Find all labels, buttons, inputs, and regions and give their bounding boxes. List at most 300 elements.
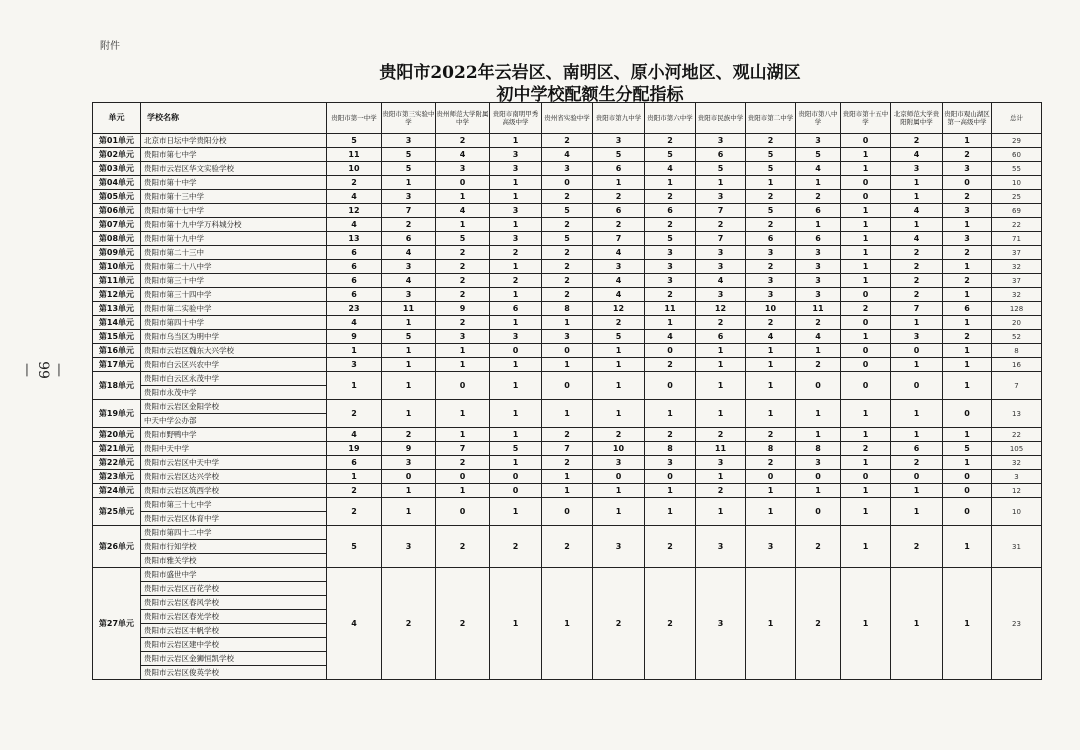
quota-cell: 0 [436, 470, 490, 484]
quota-cell: 0 [943, 176, 992, 190]
quota-cell: 1 [542, 484, 593, 498]
quota-cell: 1 [841, 204, 891, 218]
table-row [93, 176, 1042, 190]
quota-cell: 7 [696, 204, 746, 218]
quota-cell: 19 [327, 442, 382, 456]
quota-cell: 4 [645, 330, 696, 344]
quota-cell: 3 [593, 134, 645, 148]
quota-cell: 2 [746, 260, 796, 274]
header-unit: 单元 [93, 103, 141, 134]
school-name-cell: 贵阳市第七中学 [141, 148, 327, 162]
quota-cell: 2 [891, 246, 943, 260]
quota-cell: 5 [796, 148, 841, 162]
quota-cell: 1 [436, 400, 490, 428]
quota-cell: 8 [542, 302, 593, 316]
quota-cell: 1 [943, 568, 992, 680]
quota-cell: 4 [696, 274, 746, 288]
quota-cell: 0 [841, 134, 891, 148]
quota-cell: 1 [891, 400, 943, 428]
quota-cell: 2 [891, 526, 943, 568]
quota-cell: 1 [645, 498, 696, 526]
quota-cell: 11 [696, 442, 746, 456]
quota-cell: 1 [746, 498, 796, 526]
quota-cell: 3 [490, 330, 542, 344]
quota-cell: 8 [746, 442, 796, 456]
header-col: 贵阳市第三实验中学 [382, 103, 436, 134]
quota-cell: 2 [382, 568, 436, 680]
quota-cell: 8 [796, 442, 841, 456]
quota-cell: 2 [746, 316, 796, 330]
quota-cell: 1 [891, 428, 943, 442]
school-name-cell: 贵阳市第三十中学 [141, 274, 327, 288]
quota-cell: 1 [490, 316, 542, 330]
quota-cell: 3 [696, 190, 746, 204]
total-cell: 32 [992, 260, 1042, 274]
quota-cell: 5 [593, 330, 645, 344]
quota-cell: 7 [891, 302, 943, 316]
quota-cell: 1 [696, 344, 746, 358]
quota-cell: 0 [841, 190, 891, 204]
quota-cell: 2 [645, 428, 696, 442]
quota-cell: 6 [327, 456, 382, 470]
quota-cell: 1 [841, 498, 891, 526]
unit-cell: 第12单元 [93, 288, 141, 302]
table-row [93, 316, 1042, 330]
total-cell: 60 [992, 148, 1042, 162]
total-cell: 22 [992, 218, 1042, 232]
quota-cell: 0 [645, 372, 696, 400]
quota-cell: 1 [891, 190, 943, 204]
quota-cell: 1 [542, 470, 593, 484]
unit-cell: 第07单元 [93, 218, 141, 232]
table-row [93, 260, 1042, 274]
table-row [93, 148, 1042, 162]
unit-cell: 第15单元 [93, 330, 141, 344]
quota-cell: 2 [593, 190, 645, 204]
unit-cell: 第20单元 [93, 428, 141, 442]
quota-cell: 1 [696, 498, 746, 526]
quota-cell: 2 [593, 218, 645, 232]
quota-cell: 2 [891, 274, 943, 288]
quota-cell: 2 [645, 568, 696, 680]
quota-cell: 3 [593, 456, 645, 470]
quota-cell: 3 [696, 456, 746, 470]
quota-cell: 0 [746, 470, 796, 484]
quota-cell: 2 [327, 484, 382, 498]
table-row [93, 568, 1042, 582]
quota-cell: 1 [746, 358, 796, 372]
quota-cell: 4 [593, 274, 645, 288]
quota-cell: 0 [841, 470, 891, 484]
quota-cell: 3 [796, 288, 841, 302]
quota-cell: 0 [542, 372, 593, 400]
quota-cell: 1 [841, 218, 891, 232]
quota-cell: 4 [436, 148, 490, 162]
quota-cell: 1 [891, 218, 943, 232]
school-name-cell: 贵阳市第三十四中学 [141, 288, 327, 302]
quota-cell: 6 [696, 330, 746, 344]
quota-cell: 3 [746, 274, 796, 288]
school-name-cell: 贵阳市云岩区俊英学校 [141, 666, 327, 680]
quota-cell: 1 [645, 176, 696, 190]
quota-cell: 5 [327, 134, 382, 148]
school-name-cell: 贵阳市云岩区百花学校 [141, 582, 327, 596]
quota-cell: 1 [943, 344, 992, 358]
table-row [93, 246, 1042, 260]
quota-cell: 2 [943, 274, 992, 288]
quota-cell: 1 [796, 484, 841, 498]
quota-cell: 1 [382, 484, 436, 498]
quota-cell: 2 [746, 218, 796, 232]
quota-cell: 1 [746, 400, 796, 428]
unit-cell: 第11单元 [93, 274, 141, 288]
quota-cell: 1 [696, 358, 746, 372]
quota-cell: 13 [327, 232, 382, 246]
header-col: 贵阳市南明甲秀高级中学 [490, 103, 542, 134]
school-name-cell: 贵阳市第二十三中 [141, 246, 327, 260]
total-cell: 16 [992, 358, 1042, 372]
quota-cell: 6 [593, 204, 645, 218]
school-name-cell: 贵阳市第二十八中学 [141, 260, 327, 274]
quota-cell: 0 [796, 470, 841, 484]
unit-cell: 第23单元 [93, 470, 141, 484]
quota-cell: 2 [593, 428, 645, 442]
quota-cell: 2 [542, 288, 593, 302]
quota-cell: 3 [645, 260, 696, 274]
quota-cell: 3 [645, 274, 696, 288]
unit-cell: 第02单元 [93, 148, 141, 162]
quota-cell: 1 [593, 358, 645, 372]
quota-cell: 1 [796, 344, 841, 358]
school-name-cell: 贵阳中天中学 [141, 442, 327, 456]
quota-cell: 1 [593, 400, 645, 428]
quota-cell: 6 [796, 204, 841, 218]
quota-cell: 2 [436, 316, 490, 330]
quota-cell: 1 [696, 176, 746, 190]
quota-cell: 5 [746, 162, 796, 176]
quota-cell: 6 [696, 148, 746, 162]
quota-cell: 3 [645, 246, 696, 260]
school-name-cell: 贵阳市盛世中学 [141, 568, 327, 582]
quota-cell: 1 [943, 288, 992, 302]
document-title: 贵阳市2022年云岩区、南明区、原小河地区、观山湖区 [379, 63, 801, 83]
quota-cell: 1 [841, 148, 891, 162]
quota-cell: 3 [593, 260, 645, 274]
table-header-row [93, 103, 1042, 134]
quota-cell: 2 [796, 316, 841, 330]
unit-cell: 第26单元 [93, 526, 141, 568]
quota-cell: 2 [490, 526, 542, 568]
total-cell: 8 [992, 344, 1042, 358]
quota-cell: 1 [841, 246, 891, 260]
table-row [93, 428, 1042, 442]
quota-cell: 1 [796, 428, 841, 442]
quota-cell: 2 [436, 260, 490, 274]
header-col: 北京师范大学贵阳附属中学 [891, 103, 943, 134]
quota-cell: 3 [696, 260, 746, 274]
table-row [93, 442, 1042, 456]
school-name-cell: 贵阳市云岩区魏东大兴学校 [141, 344, 327, 358]
school-name-cell: 贵阳市第三十七中学 [141, 498, 327, 512]
quota-cell: 1 [891, 358, 943, 372]
quota-cell: 2 [696, 316, 746, 330]
quota-cell: 4 [891, 204, 943, 218]
quota-cell: 10 [593, 442, 645, 456]
quota-cell: 1 [490, 288, 542, 302]
quota-cell: 1 [490, 568, 542, 680]
header-col: 贵阳市第六中学 [645, 103, 696, 134]
quota-cell: 1 [382, 316, 436, 330]
quota-cell: 1 [891, 568, 943, 680]
quota-cell: 1 [943, 134, 992, 148]
quota-cell: 7 [696, 232, 746, 246]
quota-cell: 11 [327, 148, 382, 162]
quota-cell: 2 [436, 456, 490, 470]
quota-cell: 3 [542, 330, 593, 344]
school-name-cell: 贵阳市第十七中学 [141, 204, 327, 218]
school-name-cell: 贵阳市云岩区丰帆学校 [141, 624, 327, 638]
quota-cell: 2 [542, 190, 593, 204]
quota-cell: 1 [382, 358, 436, 372]
school-name-cell: 贵阳市云岩区金狮恒凯学校 [141, 652, 327, 666]
total-cell: 52 [992, 330, 1042, 344]
quota-cell: 2 [327, 498, 382, 526]
quota-cell: 10 [327, 162, 382, 176]
unit-cell: 第08单元 [93, 232, 141, 246]
quota-cell: 2 [841, 302, 891, 316]
quota-cell: 5 [382, 162, 436, 176]
quota-cell: 1 [490, 134, 542, 148]
quota-cell: 1 [542, 568, 593, 680]
quota-cell: 1 [382, 498, 436, 526]
quota-cell: 3 [796, 134, 841, 148]
school-name-cell: 贵阳市第十九中学万科城分校 [141, 218, 327, 232]
quota-cell: 2 [891, 260, 943, 274]
school-name-cell: 贵阳市第十中学 [141, 176, 327, 190]
quota-cell: 2 [796, 526, 841, 568]
quota-cell: 2 [796, 358, 841, 372]
total-cell: 128 [992, 302, 1042, 316]
quota-cell: 2 [436, 568, 490, 680]
quota-cell: 6 [796, 232, 841, 246]
quota-cell: 2 [327, 400, 382, 428]
quota-cell: 3 [382, 288, 436, 302]
quota-cell: 5 [746, 204, 796, 218]
unit-cell: 第21单元 [93, 442, 141, 456]
quota-cell: 1 [382, 176, 436, 190]
total-cell: 71 [992, 232, 1042, 246]
quota-cell: 5 [593, 148, 645, 162]
quota-cell: 0 [943, 400, 992, 428]
quota-cell: 2 [542, 456, 593, 470]
quota-cell: 2 [436, 526, 490, 568]
quota-cell: 3 [943, 162, 992, 176]
quota-cell: 0 [490, 344, 542, 358]
quota-cell: 3 [796, 260, 841, 274]
quota-cell: 3 [746, 288, 796, 302]
quota-cell: 1 [796, 218, 841, 232]
quota-cell: 2 [943, 246, 992, 260]
quota-cell: 1 [943, 218, 992, 232]
quota-cell: 6 [327, 246, 382, 260]
quota-cell: 0 [490, 484, 542, 498]
quota-cell: 6 [382, 232, 436, 246]
school-name-cell: 贵阳市云岩区建中学校 [141, 638, 327, 652]
unit-cell: 第19单元 [93, 400, 141, 428]
quota-cell: 5 [327, 526, 382, 568]
quota-cell: 2 [796, 568, 841, 680]
quota-cell: 7 [382, 204, 436, 218]
quota-cell: 0 [841, 372, 891, 400]
quota-cell: 1 [891, 316, 943, 330]
quota-cell: 5 [436, 232, 490, 246]
quota-cell: 4 [593, 288, 645, 302]
quota-cell: 0 [436, 498, 490, 526]
quota-cell: 12 [593, 302, 645, 316]
quota-cell: 0 [593, 470, 645, 484]
quota-cell: 0 [382, 470, 436, 484]
quota-cell: 0 [943, 470, 992, 484]
total-cell: 29 [992, 134, 1042, 148]
quota-cell: 0 [542, 498, 593, 526]
unit-cell: 第10单元 [93, 260, 141, 274]
quota-cell: 2 [436, 134, 490, 148]
quota-cell: 5 [382, 148, 436, 162]
quota-cell: 1 [746, 372, 796, 400]
quota-cell: 1 [490, 456, 542, 470]
quota-cell: 8 [645, 442, 696, 456]
quota-cell: 4 [327, 428, 382, 442]
unit-cell: 第22单元 [93, 456, 141, 470]
quota-cell: 0 [841, 316, 891, 330]
quota-cell: 3 [696, 288, 746, 302]
quota-cell: 1 [841, 428, 891, 442]
school-name-cell: 贵阳市行知学校 [141, 540, 327, 554]
quota-cell: 7 [593, 232, 645, 246]
quota-cell: 4 [327, 218, 382, 232]
quota-cell: 3 [891, 330, 943, 344]
quota-cell: 4 [327, 568, 382, 680]
quota-cell: 0 [943, 498, 992, 526]
quota-cell: 1 [645, 484, 696, 498]
quota-cell: 2 [891, 288, 943, 302]
unit-cell: 第05单元 [93, 190, 141, 204]
unit-cell: 第06单元 [93, 204, 141, 218]
total-cell: 31 [992, 526, 1042, 568]
quota-cell: 23 [327, 302, 382, 316]
quota-cell: 1 [490, 498, 542, 526]
quota-cell: 3 [943, 204, 992, 218]
total-cell: 12 [992, 484, 1042, 498]
table-row [93, 526, 1042, 540]
school-name-cell: 贵阳市雅关学校 [141, 554, 327, 568]
total-cell: 10 [992, 498, 1042, 526]
quota-cell: 0 [891, 470, 943, 484]
quota-cell: 9 [436, 302, 490, 316]
quota-cell: 2 [841, 442, 891, 456]
table-row [93, 162, 1042, 176]
quota-cell: 4 [327, 190, 382, 204]
quota-cell: 4 [542, 148, 593, 162]
quota-cell: 1 [490, 358, 542, 372]
school-name-cell: 贵阳市第二实验中学 [141, 302, 327, 316]
school-name-cell: 贵阳市云岩区达兴学校 [141, 470, 327, 484]
quota-cell: 1 [891, 176, 943, 190]
quota-cell: 3 [891, 162, 943, 176]
quota-cell: 1 [943, 372, 992, 400]
quota-cell: 2 [542, 134, 593, 148]
quota-cell: 6 [593, 162, 645, 176]
quota-cell: 2 [746, 456, 796, 470]
quota-cell: 3 [746, 526, 796, 568]
quota-cell: 2 [490, 274, 542, 288]
total-cell: 69 [992, 204, 1042, 218]
header-col: 贵阳市观山湖区第一高级中学 [943, 103, 992, 134]
table-row [93, 204, 1042, 218]
header-col: 总计 [992, 103, 1042, 134]
table-row [93, 456, 1042, 470]
quota-cell: 0 [891, 372, 943, 400]
total-cell: 55 [992, 162, 1042, 176]
quota-cell: 1 [490, 176, 542, 190]
quota-cell: 2 [696, 484, 746, 498]
quota-cell: 4 [645, 162, 696, 176]
quota-cell: 0 [490, 470, 542, 484]
quota-cell: 1 [796, 176, 841, 190]
quota-cell: 2 [645, 526, 696, 568]
school-name-cell: 贵阳市第四十中学 [141, 316, 327, 330]
quota-cell: 4 [796, 162, 841, 176]
quota-cell: 0 [436, 176, 490, 190]
quota-cell: 5 [542, 232, 593, 246]
quota-cell: 1 [645, 316, 696, 330]
quota-cell: 6 [645, 204, 696, 218]
quota-cell: 1 [436, 358, 490, 372]
quota-cell: 7 [436, 442, 490, 456]
quota-cell: 4 [593, 246, 645, 260]
header-col: 贵阳市第二中学 [746, 103, 796, 134]
table-row [93, 470, 1042, 484]
quota-cell: 0 [542, 176, 593, 190]
quota-cell: 6 [327, 260, 382, 274]
quota-cell: 12 [327, 204, 382, 218]
quota-cell: 3 [436, 330, 490, 344]
quota-cell: 3 [490, 232, 542, 246]
quota-cell: 1 [841, 456, 891, 470]
quota-cell: 3 [696, 526, 746, 568]
quota-cell: 2 [891, 456, 943, 470]
quota-cell: 1 [593, 484, 645, 498]
unit-cell: 第25单元 [93, 498, 141, 526]
quota-cell: 2 [436, 274, 490, 288]
school-name-cell: 贵阳市云岩区金阳学校 [141, 400, 327, 414]
quota-cell: 0 [891, 344, 943, 358]
quota-cell: 3 [696, 246, 746, 260]
quota-cell: 1 [746, 176, 796, 190]
quota-cell: 1 [490, 218, 542, 232]
table-row [93, 274, 1042, 288]
quota-cell: 3 [943, 232, 992, 246]
unit-cell: 第17单元 [93, 358, 141, 372]
quota-cell: 2 [436, 246, 490, 260]
quota-cell: 2 [490, 246, 542, 260]
quota-cell: 1 [696, 372, 746, 400]
quota-cell: 3 [542, 162, 593, 176]
quota-cell: 1 [696, 470, 746, 484]
quota-cell: 5 [645, 232, 696, 246]
quota-cell: 1 [327, 372, 382, 400]
quota-cell: 1 [891, 484, 943, 498]
